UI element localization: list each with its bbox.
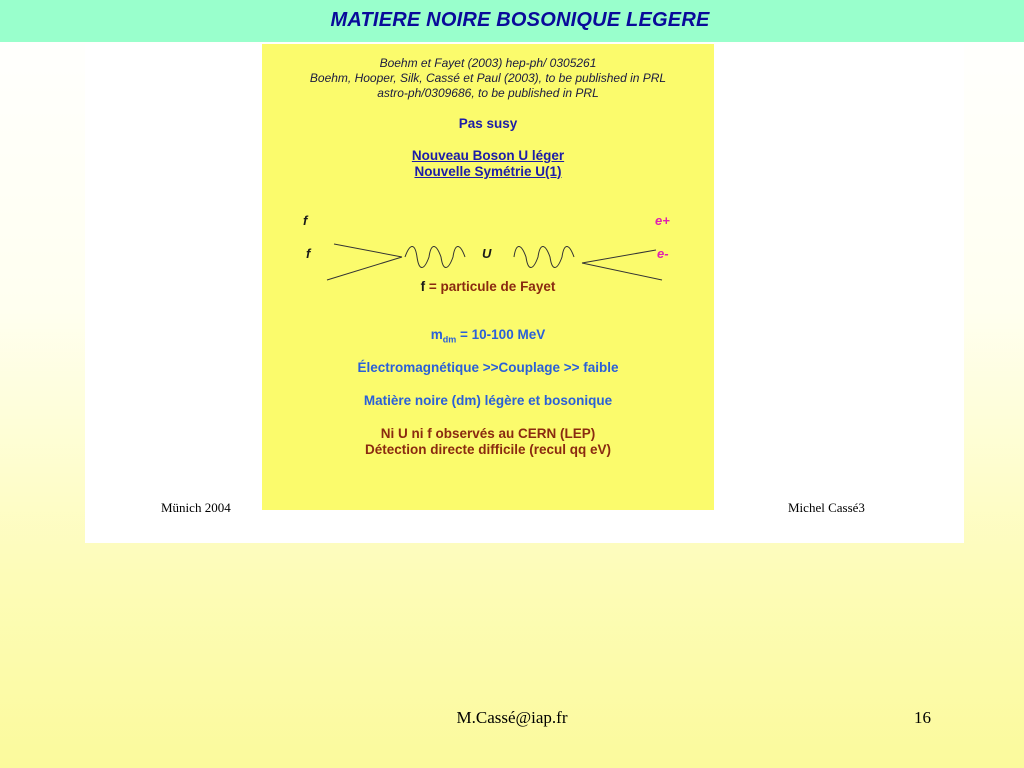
reference-line: Boehm et Fayet (2003) hep-ph/ 0305261 <box>379 56 597 70</box>
author-email: M.Cassé@iap.fr <box>456 708 568 727</box>
pas-susy-heading: Pas susy <box>458 116 518 131</box>
fermion-label-top: f <box>303 213 308 228</box>
boson-wave-left <box>405 247 465 268</box>
reference-line: astro-ph/0309686, to be published in PRL <box>377 86 599 100</box>
mass-line <box>262 327 714 345</box>
fayet-text: = particule de Fayet <box>425 279 556 294</box>
page-number: 16 <box>914 708 931 727</box>
boson-label: U <box>482 246 492 261</box>
electron-line-bottom <box>582 263 662 280</box>
coupling-line: Électromagnétique >>Couplage >> faible <box>357 360 619 375</box>
footer-right: Michel Cassé3 <box>788 500 865 515</box>
feynman-diagram <box>262 200 714 290</box>
fayet-definition <box>262 279 714 294</box>
detection-line: Détection directe difficile (recul qq eV) <box>364 442 612 457</box>
observation-line: Ni U ni f observés au CERN (LEP) <box>380 426 596 441</box>
mass-range: = 10-100 MeV <box>456 327 546 342</box>
matter-line: Matière noire (dm) légère et bosonique <box>363 393 613 408</box>
reference-line: Boehm, Hooper, Silk, Cassé et Paul (2003), to be published in PRL <box>309 71 667 85</box>
footer-left: Münich 2004 <box>161 500 231 515</box>
fermion-line-bottom <box>327 257 402 280</box>
fayet-symbol: f <box>420 279 426 294</box>
boson-line: Nouveau Boson U léger <box>411 148 565 163</box>
symmetry-line: Nouvelle Symétrie U(1) <box>414 164 562 179</box>
mass-symbol: m <box>430 327 443 342</box>
slide-title: MATIERE NOIRE BOSONIQUE LEGERE <box>330 9 710 31</box>
mass-subscript: dm <box>442 334 457 345</box>
boson-wave-right <box>514 247 574 268</box>
fermion-label-bottom: f <box>306 246 311 261</box>
fermion-line-top <box>334 244 402 257</box>
electron-line-top <box>582 250 656 263</box>
positron-label: e+ <box>655 213 670 228</box>
electron-label: e- <box>657 246 669 261</box>
